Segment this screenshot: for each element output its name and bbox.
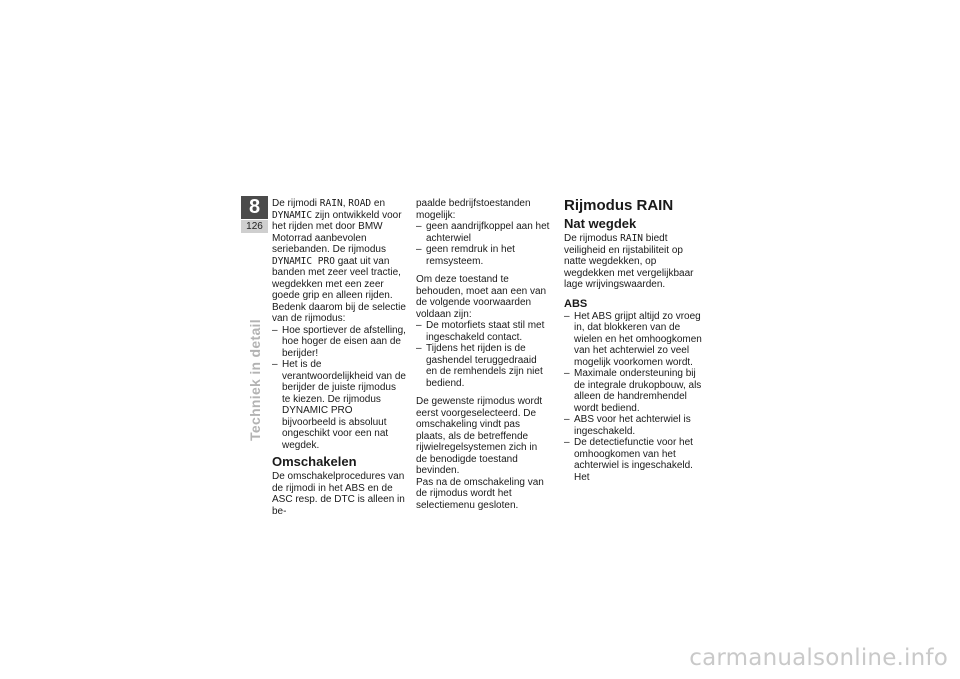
list-item: – Het is de verantwoordelijkheid van de berijder de juiste rijmodus te kiezen. De rijmodus DYNAMIC PRO bijvoorbeeld is absoluut ongeschikt voor een nat wegdek. <box>272 359 406 451</box>
list-item: – Maximale ondersteuning bij de integrale drukopbouw, als alleen de handremhendel wordt bediend. <box>564 368 702 414</box>
list-item: – geen remdruk in het remsysteem. <box>416 244 550 267</box>
intro-text-2: zijn ontwikkeld voor het rijden met door BMW Motorrad aanbevolen seriebanden. De rijmodus <box>272 209 402 255</box>
list-item: – Het ABS grijpt altijd zo vroeg in, dat blokkeren van de wielen en het omhoogkomen van het achterwiel zo veel mogelijk voorkomen wordt. <box>564 311 702 369</box>
mode-road-label: ROAD <box>348 198 372 209</box>
list-item: – De motorfiets staat stil met ingeschakeld contact. <box>416 320 550 343</box>
watermark: carmanualsonline.info <box>689 645 948 671</box>
rain-text-1: De rijmodus <box>564 233 621 244</box>
intro-paragraph <box>272 198 406 302</box>
heading-abs: ABS <box>564 297 588 310</box>
list-item: – Tijdens het rijden is de gashendel teruggedraaid en de remhendels zijn niet bediend. <box>416 343 550 389</box>
chapter-number-tab: 8 <box>241 196 268 219</box>
abs-list <box>564 311 702 484</box>
intro-text-3: gaat uit van banden met zeer veel tractie, wegdekken met een zeer goede grip en alleen rijden. <box>272 255 401 301</box>
continued-text: paalde bedrijfstoestanden mogelijk: <box>416 198 531 221</box>
column-1 <box>272 198 406 517</box>
conditions-paragraph: Om deze toestand te behouden, moet aan een van de volgende voorwaarden voldaan zijn: <box>416 274 547 320</box>
condition-list <box>416 221 550 267</box>
column-2 <box>416 198 550 511</box>
intro-text-1: De rijmodi <box>272 198 320 209</box>
list-item: – De detectiefunctie voor het omhoogkomen van het achterwiel is ingeschakeld. Het <box>564 437 702 483</box>
comma: , <box>342 198 349 209</box>
column-3 <box>564 198 702 483</box>
mode-rain-label: RAIN <box>319 198 343 209</box>
list-item: – Hoe sportiever de afstelling, hoe hoger de eisen aan de berijder! <box>272 325 406 360</box>
requirement-list <box>416 320 550 389</box>
menu-close-paragraph: Pas na de omschakeling van de rijmodus wordt het selectiemenu gesloten. <box>416 476 544 511</box>
and-text: en <box>371 198 386 209</box>
subheading-nat-wegdek: Nat wegdek <box>564 216 637 231</box>
heading-omschakelen: Omschakelen <box>272 454 357 469</box>
rain-text-2: biedt veiligheid en rijstabiliteit op natte wegdekken, op wegdekken met vergelijkbaar lage wrijvingswaarden. <box>564 233 694 290</box>
mode-dynamic-pro-label: DYNAMIC PRO <box>272 255 335 267</box>
preselect-paragraph: De gewenste rijmodus wordt eerst voorgeselecteerd. De omschakeling vindt pas plaats, als de betreffende rijwielregelsystemen zich in de benodigde toestand bevinden. <box>416 396 543 476</box>
switching-paragraph: De omschakelprocedures van de rijmodi in het ABS en de ASC resp. de DTC is alleen in be- <box>272 471 405 517</box>
page-number: 126 <box>241 220 268 233</box>
list-item: – ABS voor het achterwiel is ingeschakeld. <box>564 414 702 437</box>
warning-list <box>272 325 406 452</box>
rain-intro-paragraph <box>564 233 702 291</box>
list-item: – geen aandrijfkoppel aan het achterwiel <box>416 221 550 244</box>
section-title-vertical: Techniek in detail <box>247 319 263 441</box>
mode-dynamic-label: DYNAMIC <box>272 209 313 221</box>
selection-note: Bedenk daarom bij de selectie van de rijmodus: <box>272 301 406 324</box>
heading-rijmodus-rain: Rijmodus RAIN <box>564 197 674 214</box>
mode-rain-label: RAIN <box>620 233 644 244</box>
